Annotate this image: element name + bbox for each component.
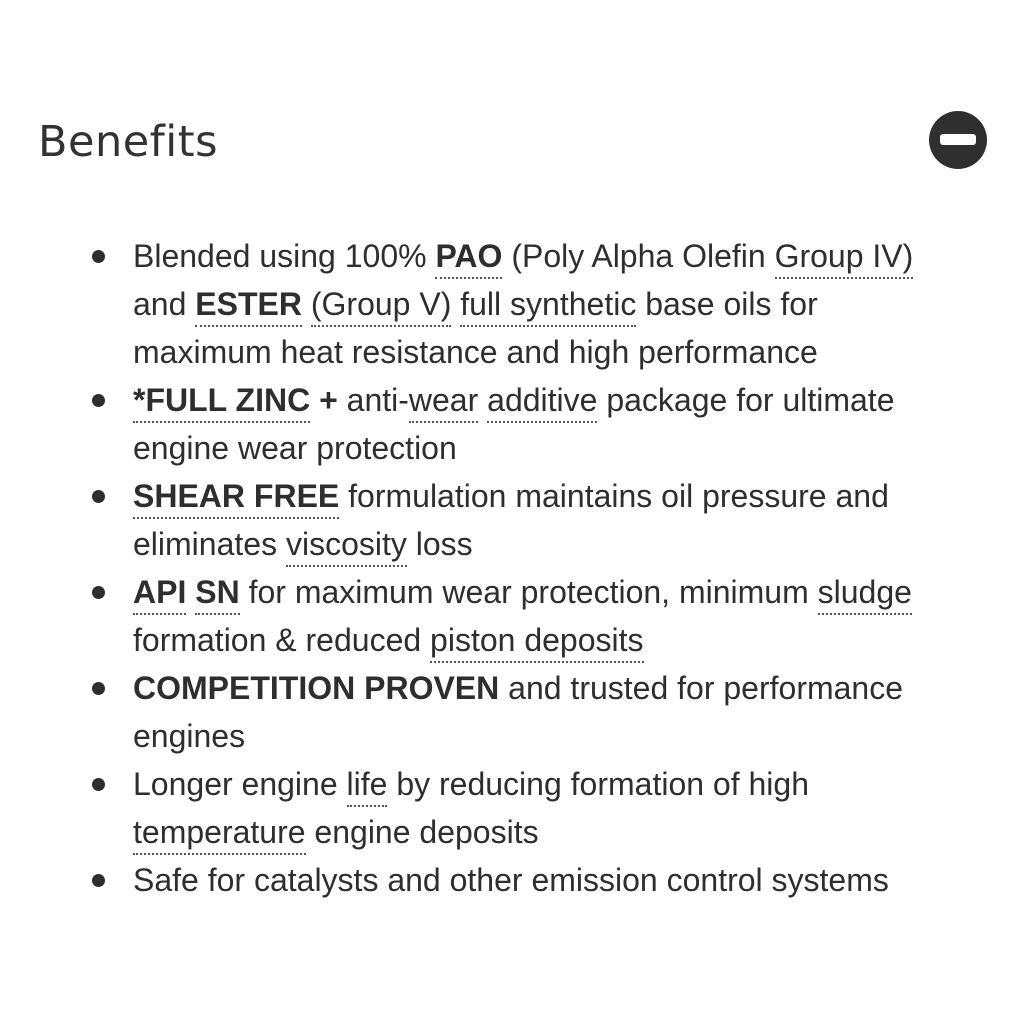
glossary-link-api[interactable]: API (133, 574, 186, 615)
section-title: Benefits (38, 117, 219, 167)
item-text: loss (406, 526, 473, 562)
collapse-button[interactable] (929, 111, 987, 169)
glossary-link-group-v[interactable]: (Group V) (311, 286, 451, 327)
benefits-list (0, 232, 1024, 904)
item-text: package for ultimate engine wear protection (133, 382, 895, 466)
bullet-icon (92, 490, 105, 503)
glossary-link-group-iv[interactable]: Group IV) (775, 238, 914, 279)
item-text (478, 382, 487, 418)
item-text (451, 286, 460, 322)
item-text: for maximum wear protection, minimum (239, 574, 818, 610)
item-text: Safe for catalysts and other emission control systems (133, 862, 889, 898)
list-item (0, 568, 1024, 664)
item-text (302, 286, 311, 322)
item-highlight: COMPETITION PROVEN (133, 670, 500, 706)
glossary-link-ester[interactable]: ESTER (195, 286, 302, 327)
bullet-icon (92, 394, 105, 407)
list-item (0, 376, 1024, 472)
item-text: by reducing formation of high (387, 766, 809, 802)
glossary-link-piston-deposits[interactable]: piston deposits (430, 622, 643, 663)
bullet-icon (92, 778, 105, 791)
item-text: engine deposits (305, 814, 539, 850)
item-text: Longer engine (133, 766, 347, 802)
glossary-link-life[interactable]: life (347, 766, 388, 807)
list-item (0, 664, 1024, 760)
item-text (186, 574, 195, 610)
item-text: and trusted for performance engines (133, 670, 904, 754)
minus-circle-icon (940, 134, 976, 145)
glossary-link-wear[interactable]: wear (409, 382, 478, 423)
glossary-link-sludge[interactable]: sludge (818, 574, 912, 615)
bullet-icon (92, 250, 105, 263)
item-text: and (133, 286, 196, 322)
glossary-link-full-zinc[interactable]: *FULL ZINC (133, 382, 310, 423)
item-text: anti- (337, 382, 409, 418)
item-text: (Poly Alpha Olefin (502, 238, 775, 274)
list-item (0, 472, 1024, 568)
list-item (0, 856, 1024, 904)
list-item (0, 232, 1024, 376)
item-text: + (310, 382, 338, 418)
glossary-link-shear-free[interactable]: SHEAR FREE (133, 478, 339, 519)
benefits-header[interactable] (0, 0, 1024, 200)
glossary-link-sn[interactable]: SN (195, 574, 239, 615)
list-item (0, 760, 1024, 856)
item-text: formulation maintains oil pressure and eliminates (133, 478, 889, 562)
glossary-link-pao[interactable]: PAO (435, 238, 502, 279)
bullet-icon (92, 682, 105, 695)
bullet-icon (92, 586, 105, 599)
glossary-link-additive[interactable]: additive (487, 382, 597, 423)
bullet-icon (92, 874, 105, 887)
item-text: formation & reduced (133, 622, 431, 658)
item-text: base oils for maximum heat resistance and high performance (133, 286, 818, 370)
glossary-link-temperature[interactable]: temperature (133, 814, 306, 855)
item-text: Blended using 100% (133, 238, 436, 274)
glossary-link-full-synthetic[interactable]: full synthetic (460, 286, 636, 327)
glossary-link-viscosity[interactable]: viscosity (286, 526, 407, 567)
